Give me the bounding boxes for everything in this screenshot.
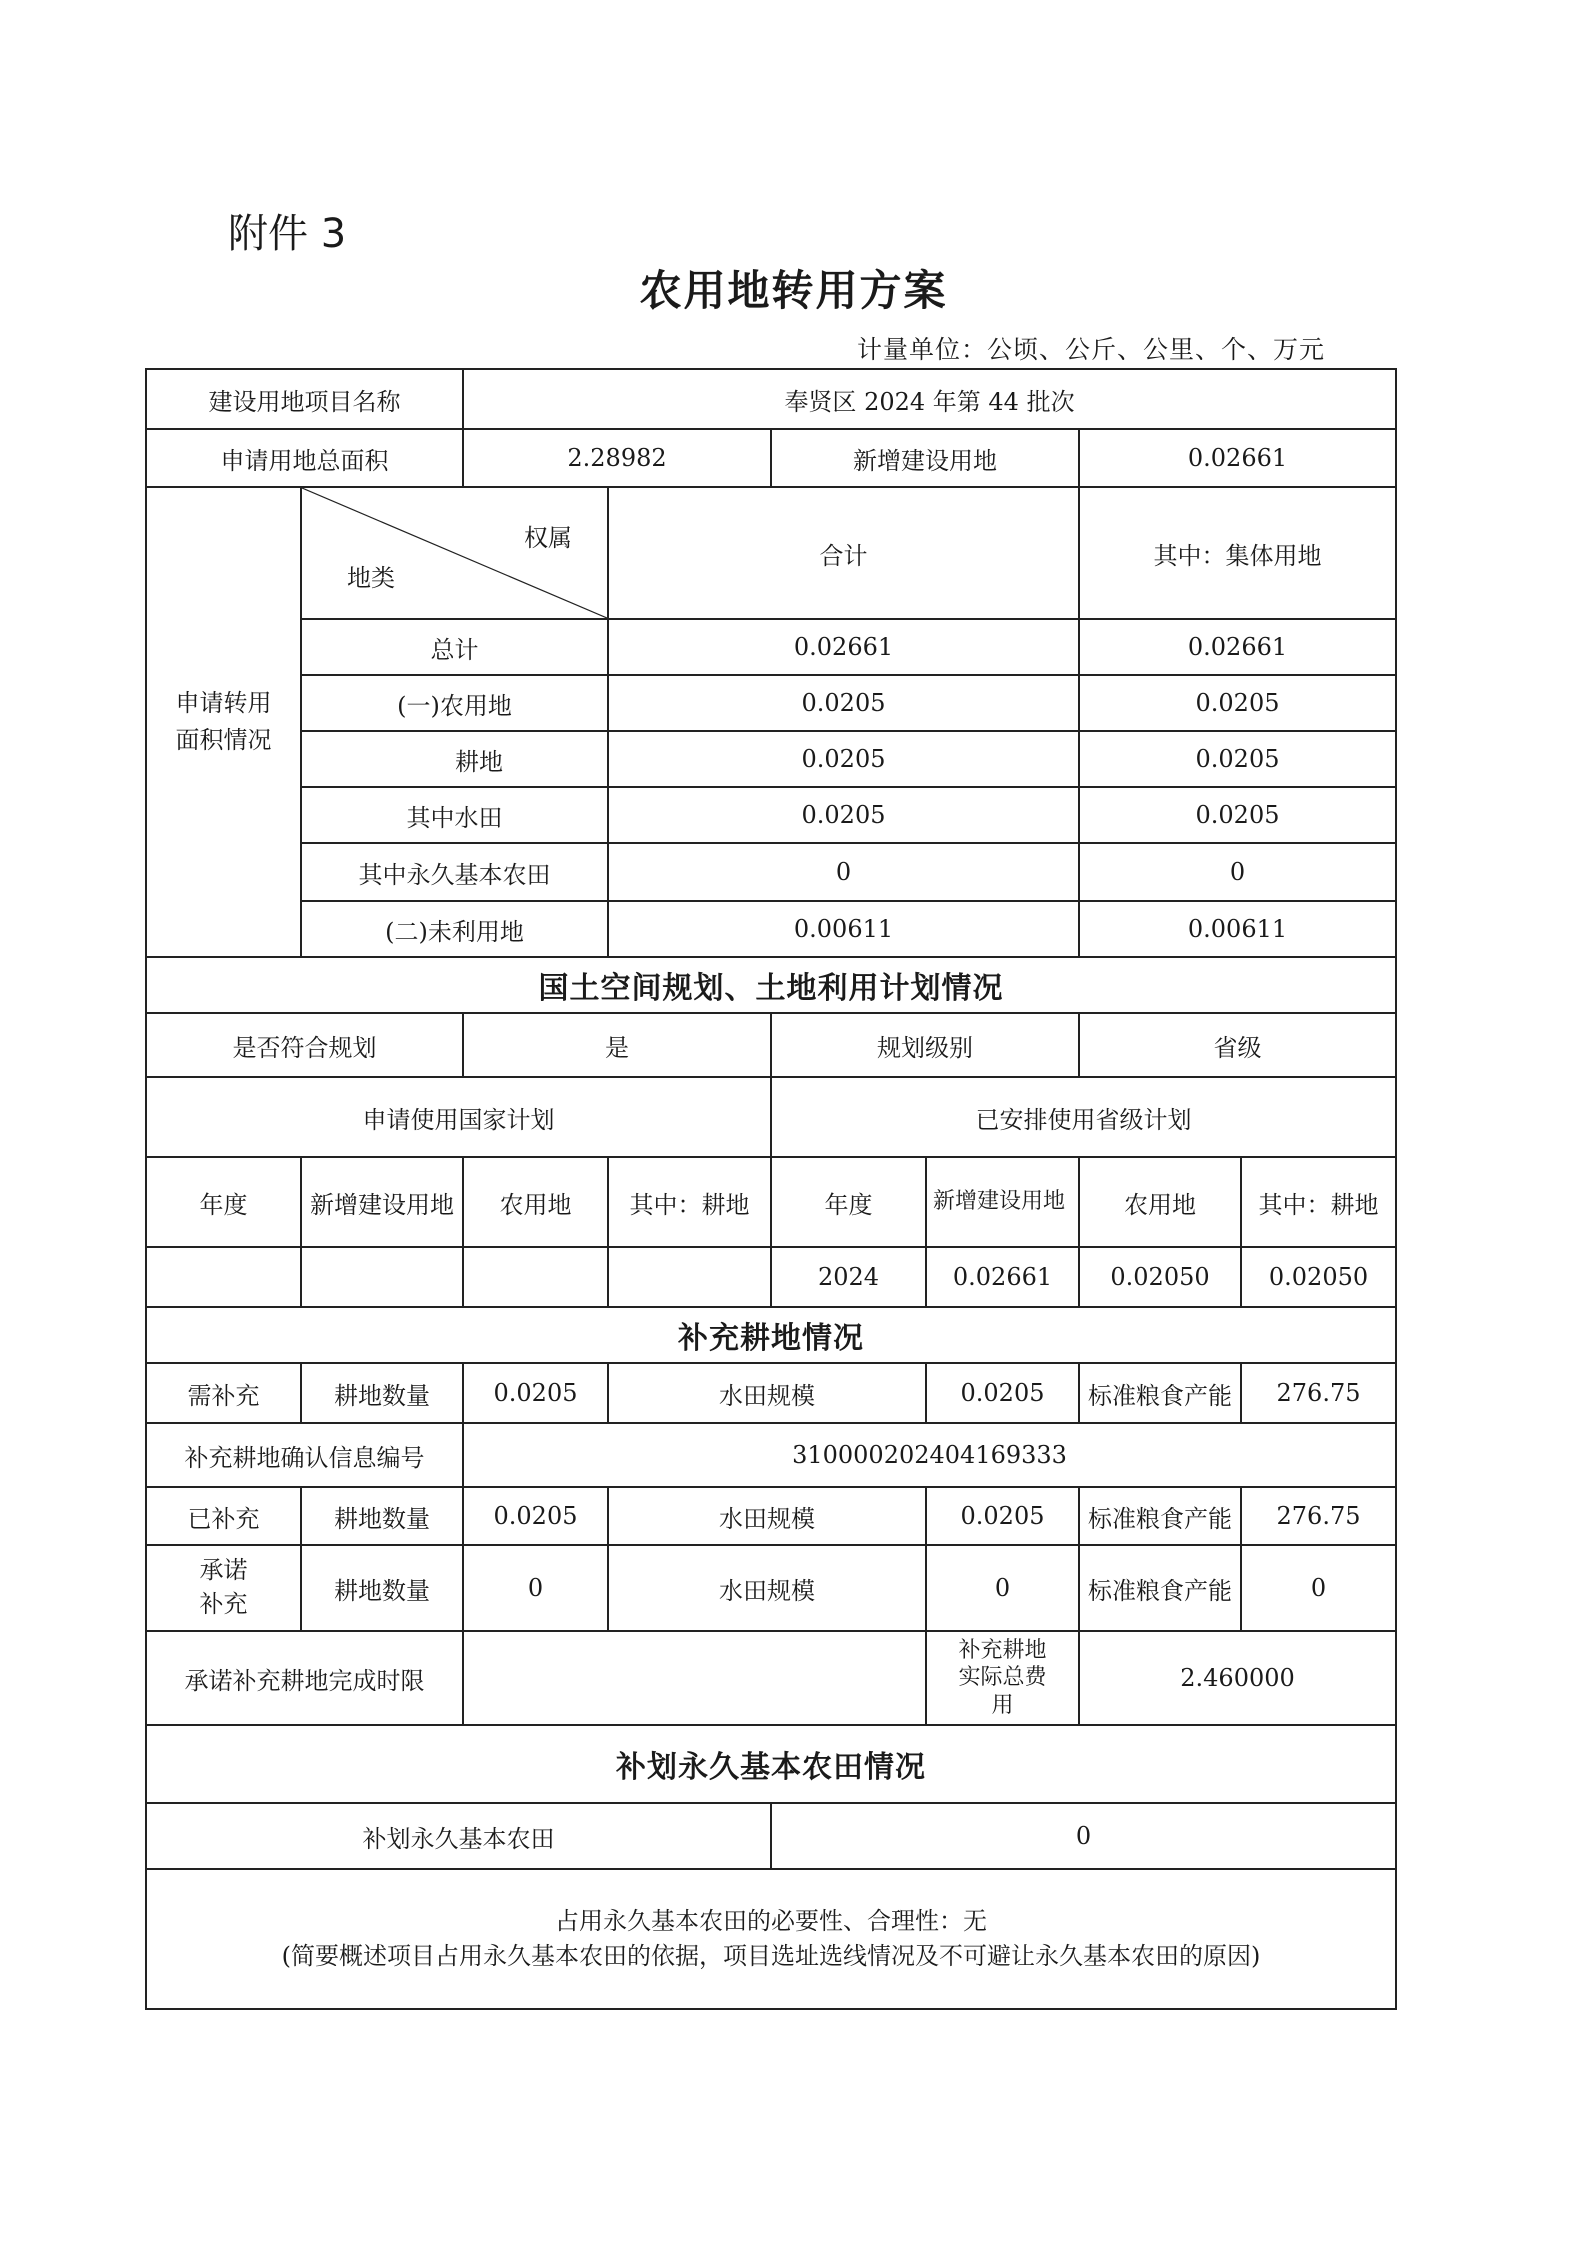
col-collective-header: 其中：集体用地 [1079,487,1396,619]
note-row [146,1869,1396,2009]
plan-col-header: 农用地 [463,1157,608,1247]
planning-section-row [146,957,1396,1013]
new-construction-label: 新增建设用地 [771,429,1079,487]
conversion-row-collective: 0 [1079,843,1396,901]
plan-col-header: 新增建设用地 [301,1157,463,1247]
cost-value: 2.460000 [1079,1631,1396,1725]
farmland-section-row [146,1725,1396,1803]
conversion-row-total: 0.00611 [608,901,1079,957]
national-new-construction [301,1247,463,1307]
conversion-row-total: 0.0205 [608,675,1079,731]
done-qty: 0.0205 [463,1487,608,1545]
plan-type-row [146,1077,1396,1157]
conversion-row-total: 0.0205 [608,731,1079,787]
need-label: 需补充 [146,1363,301,1423]
page-title: 农用地转用方案 [639,266,948,315]
confirm-no-row [146,1423,1396,1487]
provincial-new-construction: 0.02661 [926,1247,1079,1307]
new-construction-value: 0.02661 [1079,429,1396,487]
confirm-no-value: 310000202404169333 [463,1423,1396,1487]
farmland-section-title: 补划永久基本农田情况 [146,1725,1396,1803]
provincial-agricultural: 0.02050 [1079,1247,1241,1307]
total-area-row [146,429,1396,487]
conversion-row [146,843,1396,901]
diagonal-header-cell [301,487,608,619]
conversion-row-label: (二)未利用地 [301,901,608,957]
diag-header-bottom: 地类 [347,564,395,592]
conversion-group-label: 申请转用面积情况 [146,487,301,957]
supplement-section-title: 补充耕地情况 [146,1307,1396,1363]
level-label: 规划级别 [771,1013,1079,1077]
qty-label: 耕地数量 [301,1487,463,1545]
promise-row [146,1545,1396,1631]
deadline-label: 承诺补充耕地完成时限 [146,1631,463,1725]
conversion-row-label: 耕地 [301,731,608,787]
diag-header-top: 权属 [524,524,572,552]
total-area-label: 申请用地总面积 [146,429,463,487]
conversion-row-collective: 0.00611 [1079,901,1396,957]
conform-label: 是否符合规划 [146,1013,463,1077]
grain-label: 标准粮食产能 [1079,1487,1241,1545]
national-cultivated [608,1247,771,1307]
supplement-section-row [146,1307,1396,1363]
conversion-row-label: 总计 [301,619,608,675]
national-agricultural [463,1247,608,1307]
conform-row [146,1013,1396,1077]
project-name-label: 建设用地项目名称 [146,369,463,429]
cost-label: 补充耕地实际总费用 [926,1631,1079,1725]
plan-col-header: 其中：耕地 [608,1157,771,1247]
col-total-header: 合计 [608,487,1079,619]
plan-values-row [146,1247,1396,1307]
conversion-row-total: 0.02661 [608,619,1079,675]
done-paddy: 0.0205 [926,1487,1079,1545]
national-year [146,1247,301,1307]
note-line-1: 占用永久基本农田的必要性、合理性：无 [555,1907,987,1936]
conversion-header-row [146,487,1396,619]
provincial-year: 2024 [771,1247,926,1307]
promise-label: 承诺补充 [146,1545,301,1631]
paddy-label: 水田规模 [608,1487,926,1545]
provincial-cultivated: 0.02050 [1241,1247,1396,1307]
paddy-label: 水田规模 [608,1363,926,1423]
paddy-label: 水田规模 [608,1545,926,1631]
deadline-value [463,1631,926,1725]
conversion-row [146,731,1396,787]
deadline-row [146,1631,1396,1725]
conversion-row-label: (一)农用地 [301,675,608,731]
provincial-plan-label: 已安排使用省级计划 [771,1077,1396,1157]
need-row [146,1363,1396,1423]
project-name-row [146,369,1396,429]
conversion-row-collective: 0.02661 [1079,619,1396,675]
conversion-row [146,619,1396,675]
total-area-value: 2.28982 [463,429,771,487]
confirm-no-label: 补充耕地确认信息编号 [146,1423,463,1487]
farmland-label: 补划永久基本农田 [146,1803,771,1869]
plan-columns-row [146,1157,1396,1247]
conversion-row [146,901,1396,957]
qty-label: 耕地数量 [301,1545,463,1631]
conversion-row-collective: 0.0205 [1079,675,1396,731]
done-label: 已补充 [146,1487,301,1545]
promise-qty: 0 [463,1545,608,1631]
diagonal-line [302,488,607,618]
conversion-row-total: 0 [608,843,1079,901]
level-value: 省级 [1079,1013,1396,1077]
note-line-2: (简要概述项目占用永久基本农田的依据，项目选址选线情况及不可避让永久基本农田的原因) [281,1942,1261,1970]
grain-label: 标准粮食产能 [1079,1363,1241,1423]
promise-grain: 0 [1241,1545,1396,1631]
farmland-note [146,1869,1396,2009]
farmland-row [146,1803,1396,1869]
conversion-row [146,675,1396,731]
unit-line: 计量单位：公顷、公斤、公里、个、万元 [856,335,1325,364]
conversion-row-total: 0.0205 [608,787,1079,843]
promise-paddy: 0 [926,1545,1079,1631]
conversion-row-collective: 0.0205 [1079,731,1396,787]
plan-col-header: 年度 [771,1157,926,1247]
plan-col-header: 农用地 [1079,1157,1241,1247]
qty-label: 耕地数量 [301,1363,463,1423]
done-grain: 276.75 [1241,1487,1396,1545]
conversion-row-label: 其中水田 [301,787,608,843]
need-paddy: 0.0205 [926,1363,1079,1423]
plan-col-header: 其中：耕地 [1241,1157,1396,1247]
grain-label: 标准粮食产能 [1079,1545,1241,1631]
conversion-row-collective: 0.0205 [1079,787,1396,843]
planning-section-title: 国土空间规划、土地利用计划情况 [146,957,1396,1013]
conversion-plan-table [145,368,1397,2010]
farmland-value: 0 [771,1803,1396,1869]
need-qty: 0.0205 [463,1363,608,1423]
need-grain: 276.75 [1241,1363,1396,1423]
conversion-row [146,787,1396,843]
conversion-row-label: 其中永久基本农田 [301,843,608,901]
plan-col-header: 新增建设用地 [926,1157,1079,1247]
project-name-value: 奉贤区 2024 年第 44 批次 [463,369,1396,429]
plan-col-header: 年度 [146,1157,301,1247]
done-row [146,1487,1396,1545]
national-plan-label: 申请使用国家计划 [146,1077,771,1157]
conform-value: 是 [463,1013,771,1077]
attachment-label: 附件 3 [228,211,347,257]
